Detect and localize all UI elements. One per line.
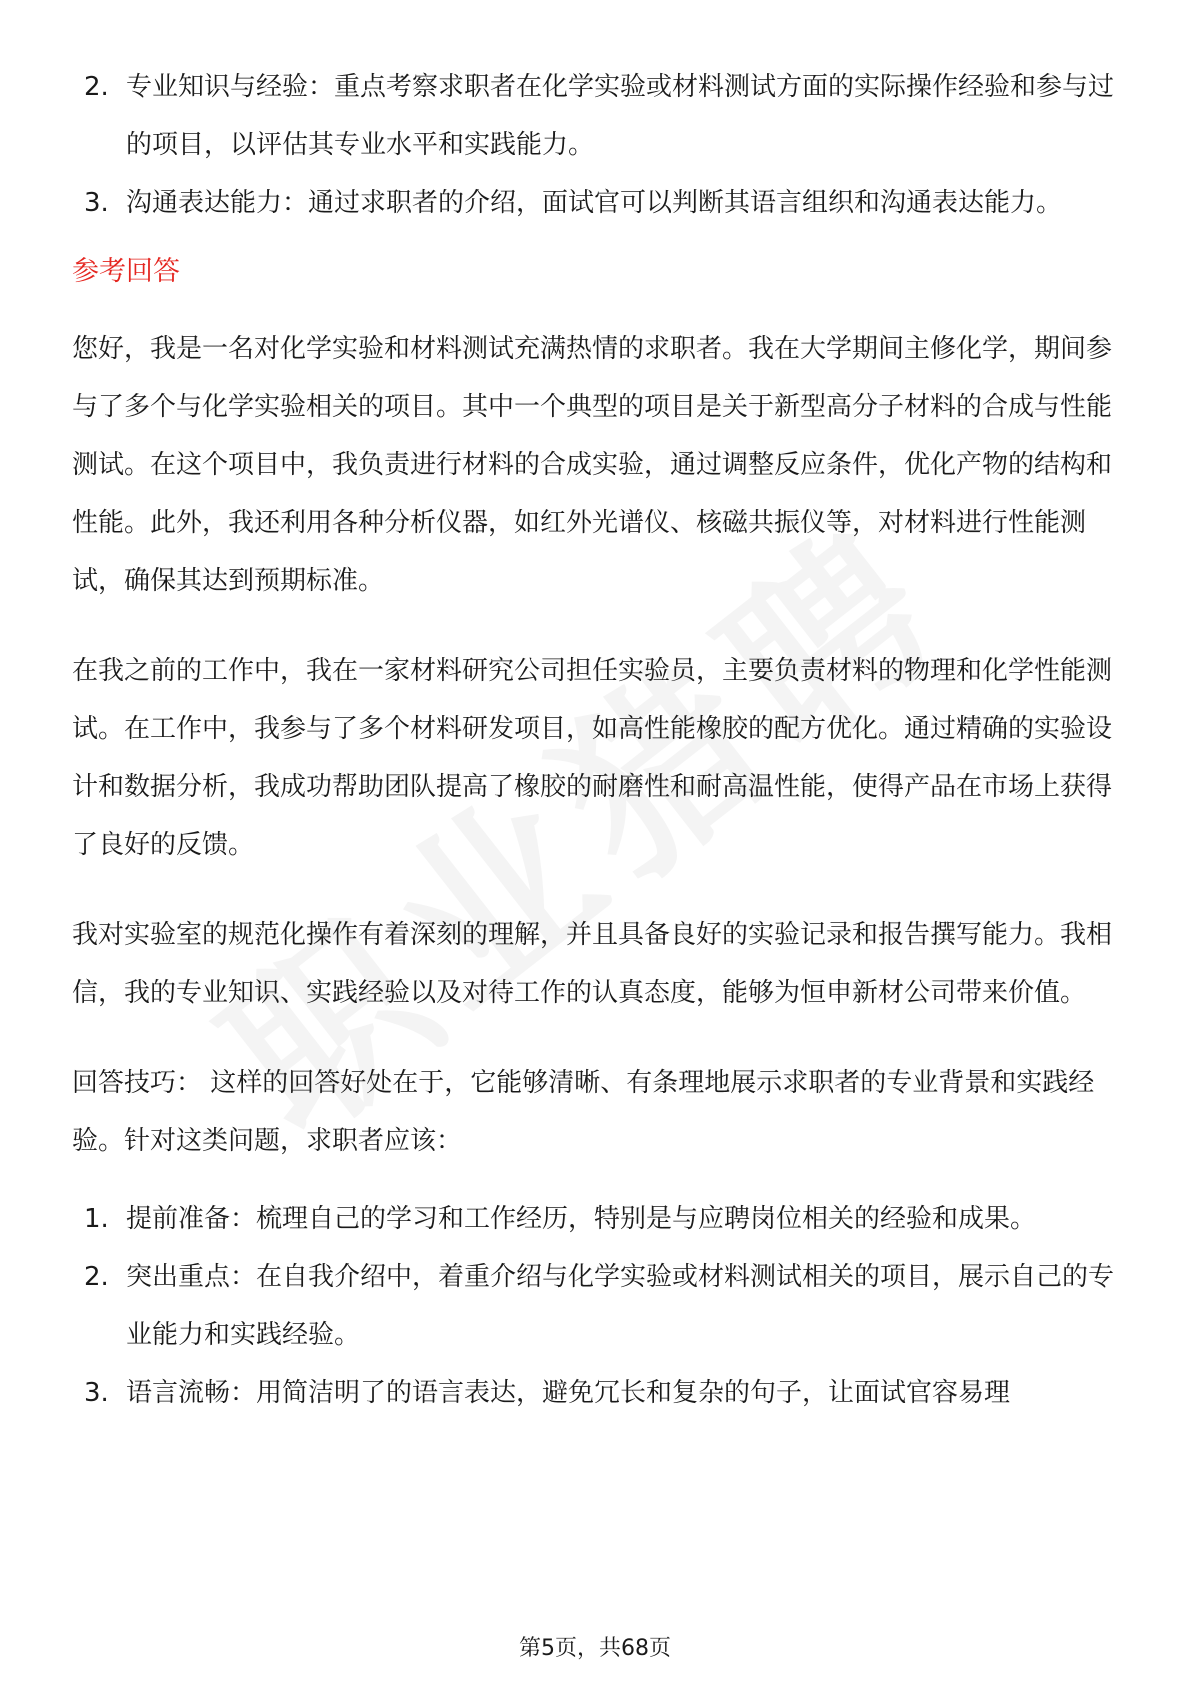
page-content — [72, 58, 1122, 1422]
list-text: 提前准备：梳理自己的学习和工作经历，特别是与应聘岗位相关的经验和成果。 — [126, 1204, 1037, 1234]
answer-paragraph: 我对实验室的规范化操作有着深刻的理解，并且具备良好的实验记录和报告撰写能力。我相信，我的专业知识、实践经验以及对待工作的认真态度，能够为恒申新材公司带来价值。 — [72, 920, 1113, 1008]
list-text: 突出重点：在自我介绍中，着重介绍与化学实验或材料测试相关的项目，展示自己的专业能力和实践经验。 — [126, 1262, 1115, 1350]
list-number: 1. — [84, 1204, 109, 1234]
list-text: 语言流畅：用简洁明了的语言表达，避免冗长和复杂的句子，让面试官容易理 — [126, 1378, 1011, 1408]
answer-paragraph: 在我之前的工作中，我在一家材料研究公司担任实验员，主要负责材料的物理和化学性能测试。在工作中，我参与了多个材料研发项目，如高性能橡胶的配方优化。通过精确的实验设计和数据分析，我成功帮助团队提高了橡胶的耐磨性和耐高温性能，使得产品在市场上获得了良好的反馈。 — [72, 656, 1113, 860]
list-number: 2. — [84, 72, 109, 102]
list-number: 3. — [84, 188, 109, 218]
list-item — [72, 174, 1122, 232]
section-heading: 参考回答 — [72, 256, 180, 287]
list-item — [72, 58, 1122, 174]
list-item — [72, 1248, 1122, 1364]
tips-intro: 回答技巧： 这样的回答好处在于，它能够清晰、有条理地展示求职者的专业背景和实践经验。针对这类问题，求职者应该： — [72, 1068, 1095, 1156]
list-item — [72, 1190, 1122, 1248]
list-text: 沟通表达能力：通过求职者的介绍，面试官可以判断其语言组织和沟通表达能力。 — [126, 188, 1063, 218]
list-number: 2. — [84, 1262, 109, 1292]
list-item — [72, 1364, 1122, 1422]
evaluation-points-list — [72, 58, 1122, 232]
list-number: 3. — [84, 1378, 109, 1408]
answer-paragraph: 您好，我是一名对化学实验和材料测试充满热情的求职者。我在大学期间主修化学，期间参与了多个与化学实验相关的项目。其中一个典型的项目是关于新型高分子材料的合成与性能测试。在这个项目中，我负责进行材料的合成实验，通过调整反应条件，优化产物的结构和性能。此外，我还利用各种分析仪器，如红外光谱仪、核磁共振仪等，对材料进行性能测试，确保其达到预期标准。 — [72, 334, 1113, 596]
page-footer: 第5页，共68页 — [519, 1636, 671, 1661]
list-text: 专业知识与经验：重点考察求职者在化学实验或材料测试方面的实际操作经验和参与过的项目，以评估其专业水平和实践能力。 — [126, 72, 1115, 160]
tips-list — [72, 1190, 1122, 1422]
